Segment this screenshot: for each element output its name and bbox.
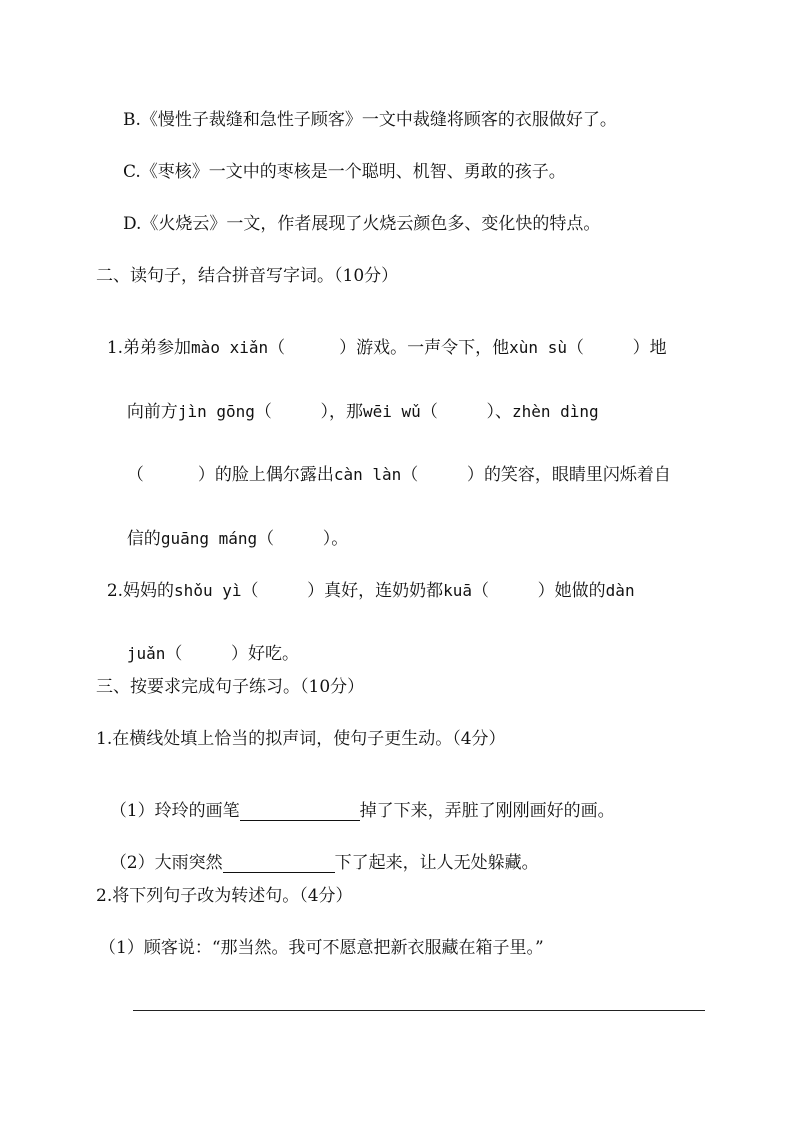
text: （1）玲玲的画笔 — [109, 801, 240, 821]
pinyin-juan: juǎn — [126, 644, 166, 663]
option-d: D.《火烧云》一文，作者展现了火烧云颜色多、变化快的特点。 — [123, 214, 601, 234]
s3-q1-sentence-2 — [99, 833, 539, 873]
answer-blank[interactable]: （ ） — [420, 402, 495, 422]
answer-writing-line[interactable] — [133, 1010, 705, 1011]
answer-blank[interactable]: （ ） — [401, 465, 484, 485]
pinyin-guang-mang: guāng máng — [160, 529, 258, 548]
pinyin-can-lan: càn làn — [333, 465, 402, 484]
text: 信的 — [126, 529, 161, 549]
text: 掉了下来，弄脏了刚刚画好的画。 — [359, 801, 615, 821]
fill-in-line[interactable] — [240, 802, 360, 821]
answer-blank[interactable]: （ ） — [268, 338, 357, 358]
answer-blank[interactable]: （ ） — [472, 581, 555, 601]
option-b: B.《慢性子裁缝和急性子顾客》一文中裁缝将顾客的衣服做好了。 — [123, 110, 617, 130]
text: 下了起来，让人无处躲藏。 — [334, 853, 539, 873]
answer-blank[interactable]: （ ） — [566, 338, 650, 358]
answer-blank[interactable]: （ ） — [165, 644, 248, 664]
text: 、 — [494, 402, 512, 422]
answer-blank[interactable]: （ ） — [241, 581, 325, 601]
text: 的脸上偶尔露出 — [214, 465, 334, 485]
pinyin-wei-wu: wēi wǔ — [363, 402, 421, 421]
answer-blank[interactable]: （ ） — [254, 402, 330, 422]
pinyin-xun-su: xùn sù — [509, 338, 567, 357]
s2-q1-line-3 — [116, 445, 671, 485]
text: 真好，连奶奶都 — [324, 581, 444, 601]
pinyin-shou-yi: shǒu yì — [174, 581, 242, 600]
pinyin-jin-gong: jìn gōng — [177, 402, 255, 421]
text: ，那 — [329, 402, 364, 422]
s2-q1-line-1 — [96, 318, 667, 358]
s2-q1-line-4 — [116, 509, 348, 549]
text: 2.妈妈的 — [106, 581, 175, 601]
s3-q1-sentence-1 — [99, 781, 615, 821]
text: 。 — [331, 529, 349, 549]
text: 1.弟弟参加 — [106, 338, 192, 358]
answer-blank[interactable]: （ ） — [126, 465, 215, 485]
pinyin-mao-xian: mào xiǎn — [191, 338, 269, 357]
pinyin-dan: dàn — [605, 581, 635, 600]
text: （2）大雨突然 — [109, 853, 223, 873]
s2-q2-line-2 — [116, 624, 299, 664]
answer-blank[interactable]: （ ） — [257, 529, 332, 549]
text: 游戏。一声令下，他 — [356, 338, 510, 358]
pinyin-zhen-ding: zhèn dìng — [511, 402, 599, 421]
option-c: C.《枣核》一文中的枣核是一个聪明、机智、勇敢的孩子。 — [123, 162, 566, 182]
fill-in-line[interactable] — [223, 854, 335, 873]
text: 好吃。 — [247, 644, 299, 664]
text: 向前方 — [126, 402, 178, 422]
s2-q1-line-2 — [116, 382, 599, 422]
text: 地 — [649, 338, 667, 358]
section-2-heading: 二、读句子，结合拼音写字词。（10分） — [96, 266, 399, 286]
s3-q2-sentence-1: （1）顾客说：“那当然。我可不愿意把新衣服藏在箱子里。” — [99, 938, 544, 958]
section-3-heading: 三、按要求完成句子练习。（10分） — [96, 677, 365, 697]
s3-q1-title: 1.在横线处填上恰当的拟声词，使句子更生动。（4分） — [96, 729, 506, 749]
text: 的笑容，眼睛里闪烁着自 — [483, 465, 671, 485]
pinyin-kua: kuā — [443, 581, 473, 600]
s3-q2-title: 2.将下列句子改为转述句。（4分） — [96, 886, 353, 906]
text: 她做的 — [554, 581, 606, 601]
s2-q2-line-1 — [96, 561, 635, 601]
